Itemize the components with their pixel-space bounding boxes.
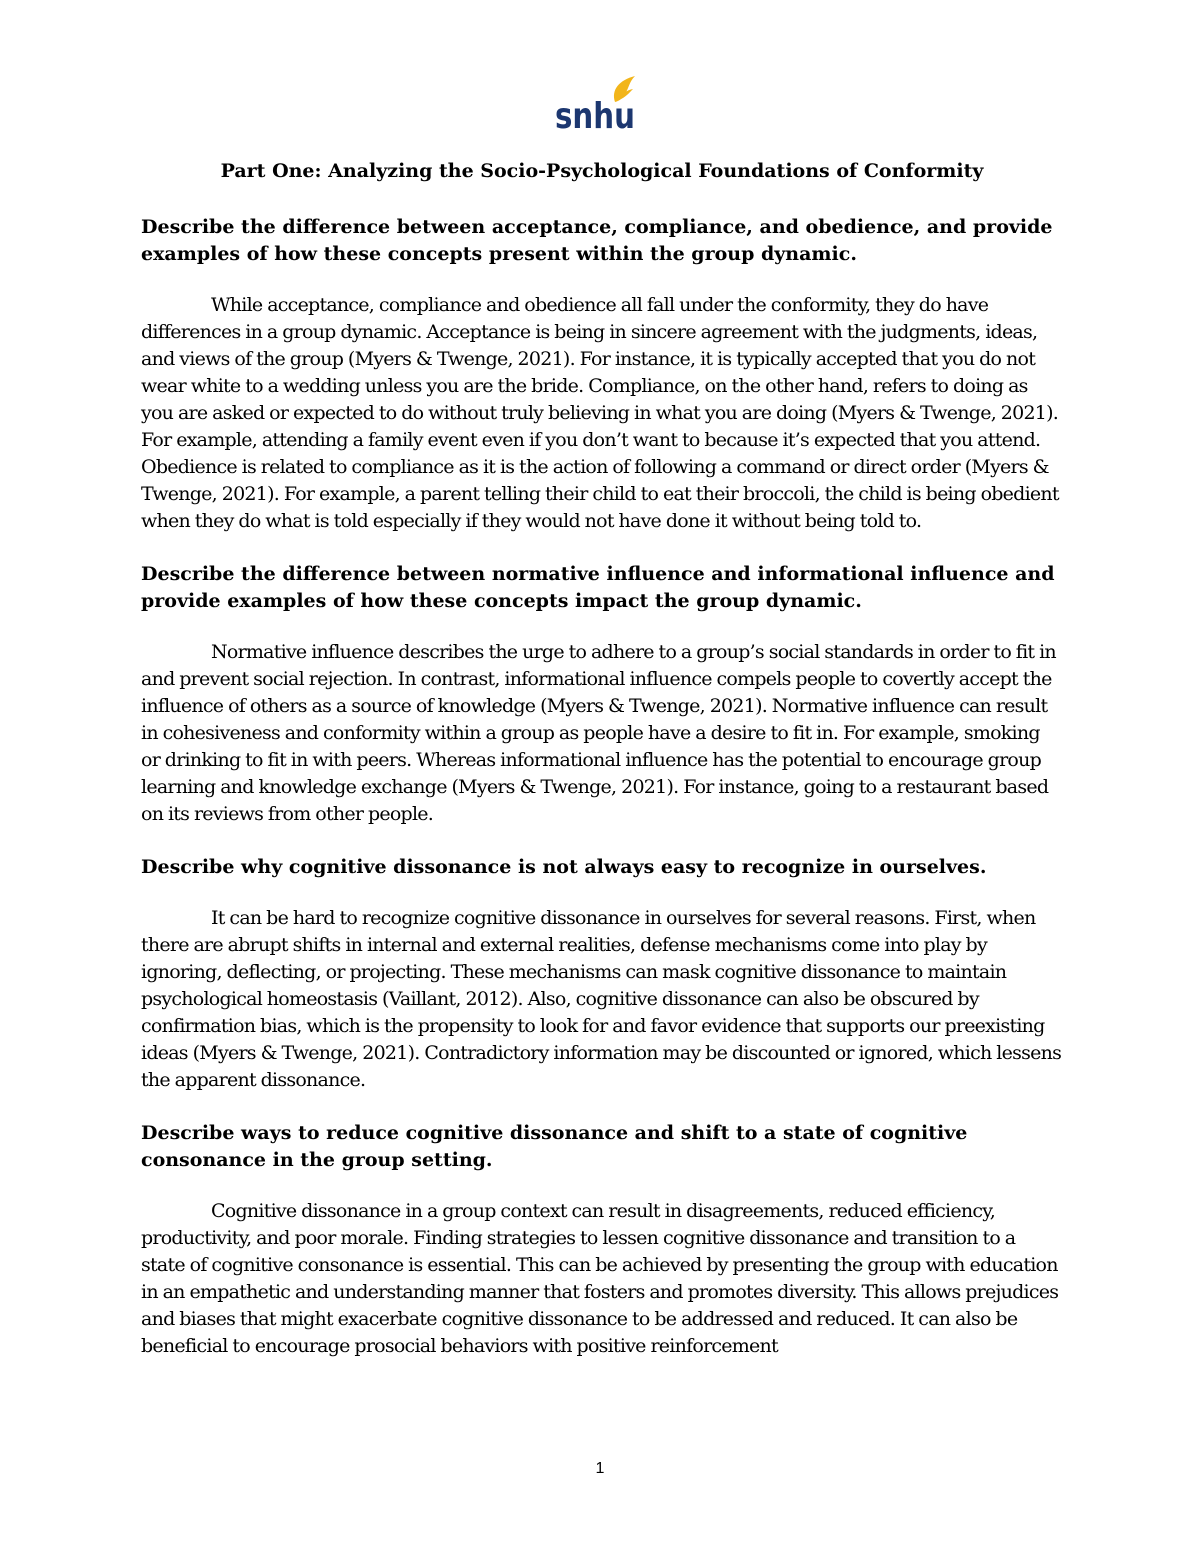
section-heading: Describe ways to reduce cognitive dissonance and shift to a state of cognitive consonance in the group setting. xyxy=(141,1122,968,1171)
snhu-logo-text: snhu xyxy=(555,96,635,137)
snhu-logo xyxy=(553,74,639,137)
section-paragraph: Cognitive dissonance in a group context can result in disagreements, reduced efficiency, productivity, and poor morale. Finding strategies to lessen cognitive dissonance and transition to a state of cognitive consonance is essential. This can be achieved by presenting the group with education in an empathetic and understanding manner that fosters and promotes diversity. This allows prejudices and biases that might exacerbate cognitive dissonance to be addressed and reduced. It can also be beneficial to encourage prosocial behaviors with positive reinforcement xyxy=(141,1200,1059,1357)
page-number: 1 xyxy=(595,1460,605,1477)
section-reduce-cognitive-dissonance xyxy=(141,1120,1063,1360)
document-title: Part One: Analyzing the Socio-Psychological Foundations of Conformity xyxy=(220,160,984,182)
snhu-logo-graphic xyxy=(553,74,639,137)
section-paragraph: While acceptance, compliance and obedience all fall under the conformity, they do have differences in a group dynamic. Acceptance is being in sincere agreement with the judgments, ideas, and views of the group (Myers & Twenge, 2021). For instance, it is typically accepted that you do not wear white to a wedding unless you are the bride. Compliance, on the other hand, refers to doing as you are asked or expected to do without truly believing in what you are doing (Myers & Twenge, 2021). For example, attending a family event even if you don’t want to because it’s expected that you attend. Obedience is related to compliance as it is the action of following a command or direct order (Myers & Twenge, 2021). For example, a parent telling their child to eat their broccoli, the child is being obedient when they do what is told especially if they would not have done it without being told to. xyxy=(141,294,1059,532)
section-paragraph: It can be hard to recognize cognitive dissonance in ourselves for several reasons. First, when there are abrupt shifts in internal and external realities, defense mechanisms come into play by ignoring, deflecting, or projecting. These mechanisms can mask cognitive dissonance to maintain psychological homeostasis (Vaillant, 2012). Also, cognitive dissonance can also be obscured by confirmation bias, which is the propensity to look for and favor evidence that supports our preexisting ideas (Myers & Twenge, 2021). Contradictory information may be discounted or ignored, which lessens the apparent dissonance. xyxy=(141,907,1062,1091)
section-cognitive-dissonance-recognition xyxy=(141,854,1063,1094)
section-heading: Describe why cognitive dissonance is not always easy to recognize in ourselves. xyxy=(141,856,987,878)
section-acceptance-compliance-obedience xyxy=(141,214,1063,535)
section-heading: Describe the difference between acceptance, compliance, and obedience, and provide examples of how these concepts present within the group dynamic. xyxy=(141,216,1053,265)
document-body xyxy=(141,156,1063,1386)
section-normative-informational-influence xyxy=(141,561,1063,828)
section-paragraph: Normative influence describes the urge to adhere to a group’s social standards in order to fit in and prevent social rejection. In contrast, informational influence compels people to covertly accept the influence of others as a source of knowledge (Myers & Twenge, 2021). Normative influence can result in cohesiveness and conformity within a group as people have a desire to fit in. For example, smoking or drinking to fit in with peers. Whereas informational influence has the potential to encourage group learning and knowledge exchange (Myers & Twenge, 2021). For instance, going to a restaurant based on its reviews from other people. xyxy=(141,641,1056,825)
section-heading: Describe the difference between normative influence and informational influence and provide examples of how these concepts impact the group dynamic. xyxy=(141,563,1055,612)
